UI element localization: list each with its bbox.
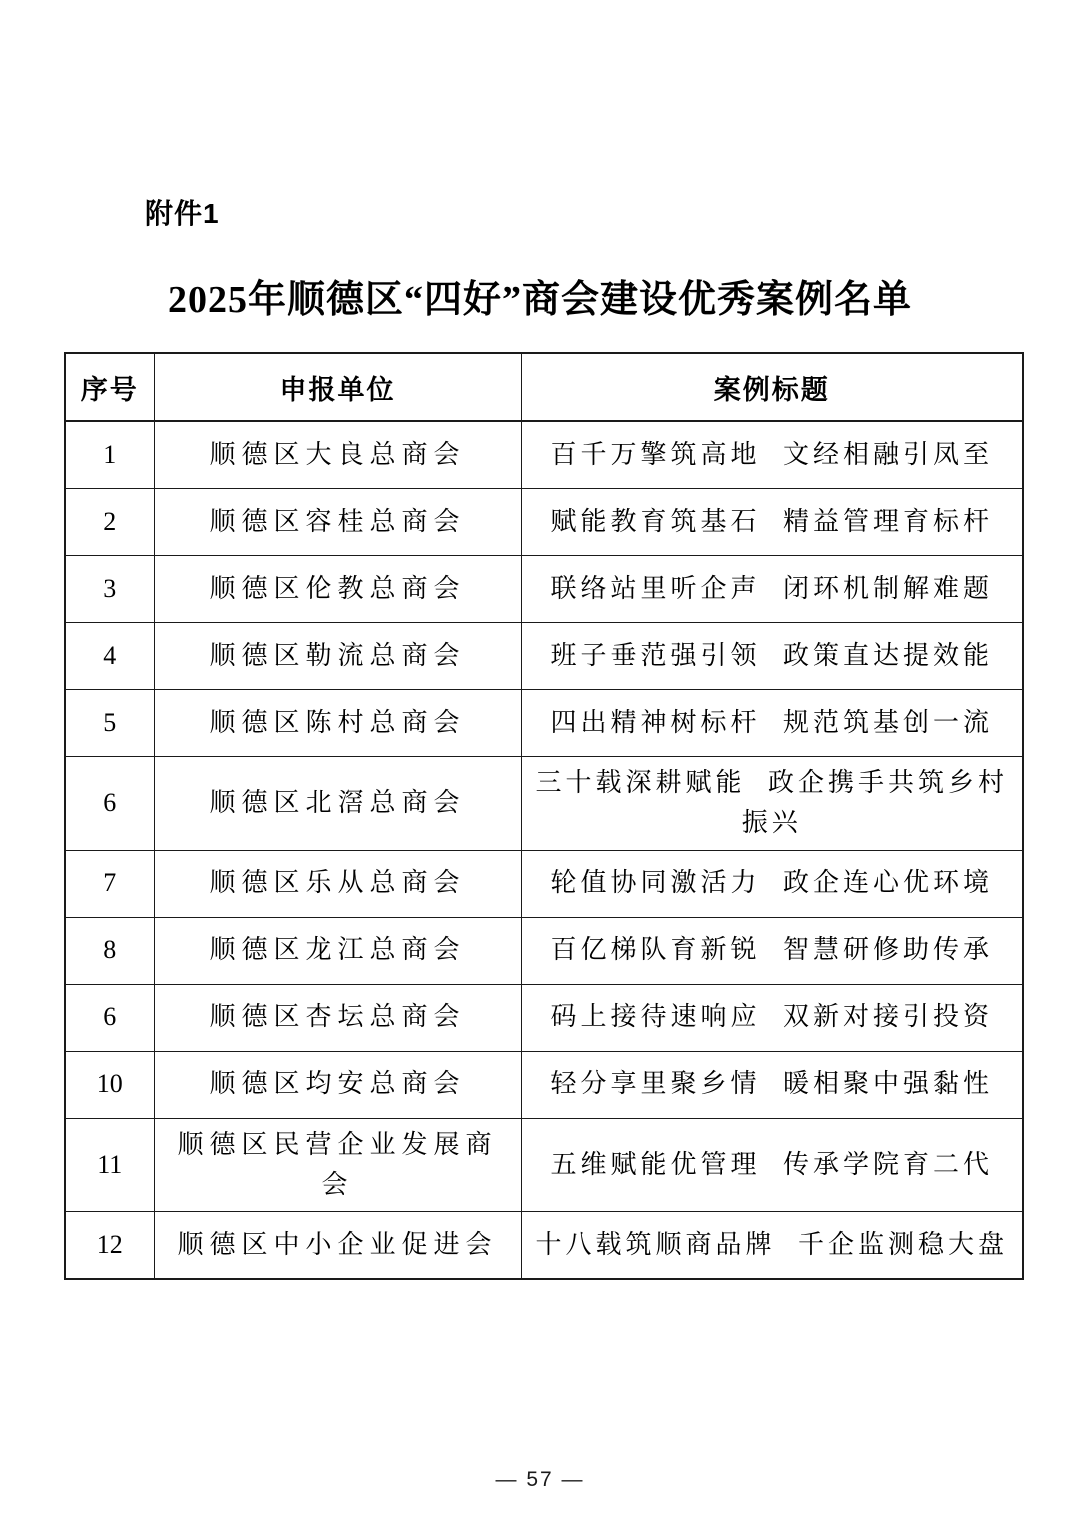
cell-case-title: 四出精神树标杆 规范筑基创一流 <box>521 690 1023 757</box>
attachment-label: 附件1 <box>145 198 220 229</box>
cell-case-title: 轻分享里聚乡情 暖相聚中强黏性 <box>521 1051 1023 1118</box>
cases-table <box>64 352 1024 1280</box>
header-case-title: 案例标题 <box>521 353 1023 421</box>
cell-serial-number: 11 <box>65 1118 154 1212</box>
cell-applicant-unit: 顺德区大良总商会 <box>154 421 521 489</box>
cell-case-title: 十八载筑顺商品牌 千企监测稳大盘 <box>521 1212 1023 1280</box>
table-row <box>65 556 1023 623</box>
cell-applicant-unit: 顺德区民营企业发展商会 <box>154 1118 521 1212</box>
cell-applicant-unit: 顺德区勒流总商会 <box>154 623 521 690</box>
table-row <box>65 623 1023 690</box>
cell-serial-number: 6 <box>65 984 154 1051</box>
table-row <box>65 850 1023 917</box>
cell-case-title: 码上接待速响应 双新对接引投资 <box>521 984 1023 1051</box>
cell-serial-number: 5 <box>65 690 154 757</box>
page-number: — 57 — <box>495 1468 585 1491</box>
table-row <box>65 984 1023 1051</box>
cell-applicant-unit: 顺德区杏坛总商会 <box>154 984 521 1051</box>
table-row <box>65 1051 1023 1118</box>
cell-serial-number: 3 <box>65 556 154 623</box>
cell-applicant-unit: 顺德区中小企业促进会 <box>154 1212 521 1280</box>
table-row <box>65 690 1023 757</box>
cell-applicant-unit: 顺德区龙江总商会 <box>154 917 521 984</box>
table-row <box>65 421 1023 489</box>
table-row <box>65 489 1023 556</box>
table-row <box>65 917 1023 984</box>
cell-applicant-unit: 顺德区陈村总商会 <box>154 690 521 757</box>
cell-applicant-unit: 顺德区伦教总商会 <box>154 556 521 623</box>
page-title: 2025年顺德区“四好”商会建设优秀案例名单 <box>167 279 912 321</box>
cell-case-title: 三十载深耕赋能 政企携手共筑乡村振兴 <box>521 757 1023 851</box>
header-applicant-unit: 申报单位 <box>154 353 521 421</box>
cell-case-title: 赋能教育筑基石 精益管理育标杆 <box>521 489 1023 556</box>
cell-applicant-unit: 顺德区容桂总商会 <box>154 489 521 556</box>
cell-serial-number: 4 <box>65 623 154 690</box>
cell-serial-number: 8 <box>65 917 154 984</box>
table-row <box>65 1118 1023 1212</box>
cell-serial-number: 6 <box>65 757 154 851</box>
table-row <box>65 757 1023 851</box>
cell-serial-number: 12 <box>65 1212 154 1280</box>
table-row <box>65 1212 1023 1280</box>
cell-serial-number: 2 <box>65 489 154 556</box>
cell-case-title: 联络站里听企声 闭环机制解难题 <box>521 556 1023 623</box>
cell-applicant-unit: 顺德区乐从总商会 <box>154 850 521 917</box>
cell-case-title: 百亿梯队育新锐 智慧研修助传承 <box>521 917 1023 984</box>
cell-serial-number: 10 <box>65 1051 154 1118</box>
header-serial-number: 序号 <box>65 353 154 421</box>
cell-serial-number: 1 <box>65 421 154 489</box>
cell-applicant-unit: 顺德区北滘总商会 <box>154 757 521 851</box>
cell-serial-number: 7 <box>65 850 154 917</box>
table-header-row <box>65 353 1023 421</box>
cell-case-title: 百千万擎筑高地 文经相融引凤至 <box>521 421 1023 489</box>
cell-case-title: 五维赋能优管理 传承学院育二代 <box>521 1118 1023 1212</box>
cell-case-title: 轮值协同激活力 政企连心优环境 <box>521 850 1023 917</box>
cell-applicant-unit: 顺德区均安总商会 <box>154 1051 521 1118</box>
cell-case-title: 班子垂范强引领 政策直达提效能 <box>521 623 1023 690</box>
